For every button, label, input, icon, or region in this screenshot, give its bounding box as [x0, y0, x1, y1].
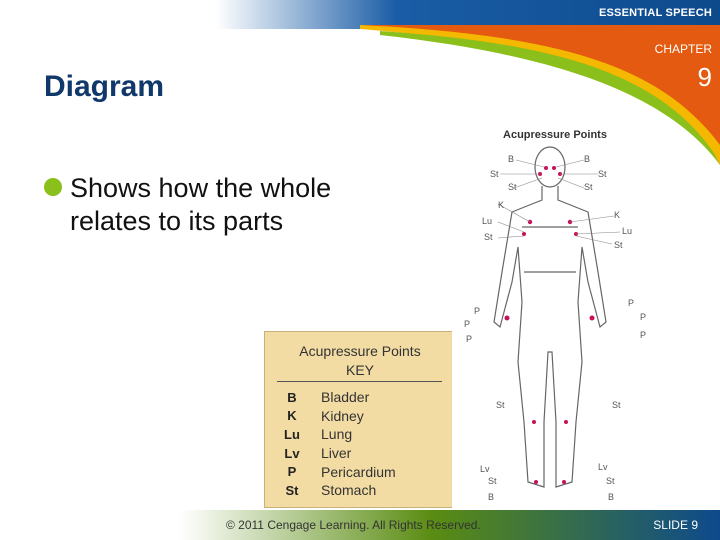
brand-name: ESSENTIAL SPEECH [598, 7, 712, 19]
point-label: St [614, 240, 623, 250]
body-outline-svg [452, 122, 658, 508]
point-label: P [640, 312, 647, 322]
point-label: P [628, 298, 635, 308]
key-name: Kidney [321, 407, 364, 424]
point-label: B [488, 492, 495, 502]
key-name: Liver [321, 445, 352, 462]
slide-number: SLIDE 9 [653, 518, 698, 532]
key-code: P [287, 464, 297, 480]
key-title: Acupressure Points [299, 343, 421, 359]
key-row [277, 425, 396, 444]
key-row [277, 481, 396, 500]
body-figure-image [452, 122, 658, 508]
key-code: St [285, 482, 299, 498]
point-label: K [614, 210, 621, 220]
point-label: St [598, 169, 607, 179]
bullet-dot-icon [44, 178, 62, 196]
key-list [277, 388, 396, 500]
key-row [277, 388, 396, 407]
chapter-number: 9 [697, 62, 712, 92]
key-row [277, 444, 396, 463]
point-label: B [608, 492, 615, 502]
point-label: P [474, 306, 481, 316]
chapter-label: CHAPTER [654, 42, 712, 56]
key-code: K [287, 408, 297, 424]
point-label: St [584, 182, 593, 192]
slide-title: Diagram [44, 70, 165, 103]
key-name: Pericardium [321, 463, 396, 480]
point-label: P [640, 330, 647, 340]
figure-title: Acupressure Points [503, 129, 607, 141]
point-label: St [496, 400, 505, 410]
body-outline [494, 147, 606, 487]
point-label: K [498, 200, 505, 210]
key-code: Lu [284, 426, 300, 442]
bullet-text: Shows how the whole relates to its parts [70, 173, 332, 236]
key-code: Lv [284, 445, 300, 461]
point-label: St [488, 476, 497, 486]
key-divider [277, 381, 442, 382]
point-label: Lv [480, 464, 490, 474]
point-label: P [466, 334, 473, 344]
point-label: B [508, 154, 515, 164]
point-label: B [584, 154, 591, 164]
key-row [277, 407, 396, 426]
key-row [277, 462, 396, 481]
key-name: Stomach [321, 482, 377, 499]
point-label: St [612, 400, 621, 410]
bullet-item [44, 172, 404, 238]
key-subtitle: KEY [345, 362, 374, 378]
point-label: St [606, 476, 615, 486]
acupressure-point-markers [505, 166, 595, 484]
key-name: Bladder [321, 389, 370, 406]
point-label: Lv [598, 462, 608, 472]
acupressure-key-box [264, 331, 454, 508]
key-name: Lung [321, 426, 353, 443]
point-label: Lu [482, 216, 493, 226]
point-label: St [508, 182, 517, 192]
point-label: Lu [622, 226, 633, 236]
point-label: St [484, 232, 493, 242]
key-code: B [287, 389, 297, 405]
point-label: St [490, 169, 499, 179]
point-labels [464, 154, 646, 502]
copyright-text: © 2011 Cengage Learning. All Rights Reserved. [226, 518, 481, 532]
point-label: P [464, 319, 471, 329]
